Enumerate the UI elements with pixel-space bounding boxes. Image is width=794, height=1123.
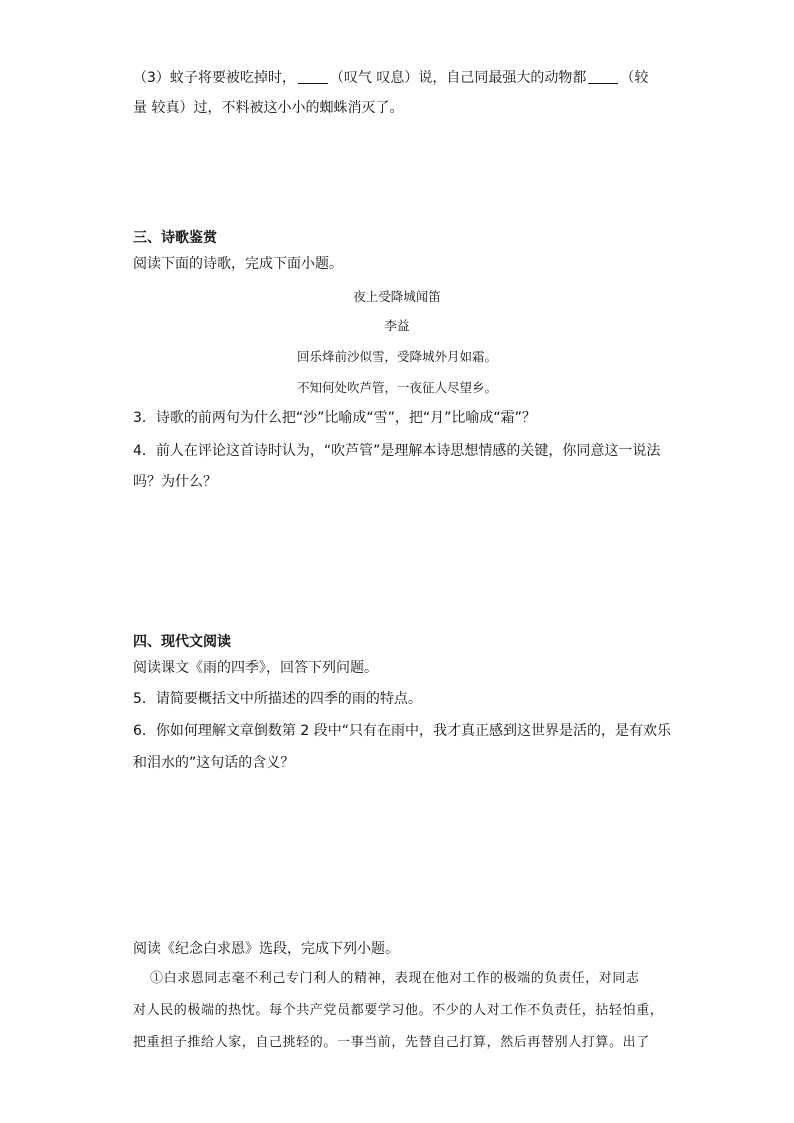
answer-blank-1[interactable] [298,69,328,84]
q3-sub-text-1: （3）蚊子将要被吃掉时， [133,70,296,86]
question-4-line-2: 吗？为什么？ [133,474,217,490]
poem-line-1: 回乐烽前沙似雪，受降城外月如霜。 [296,349,497,364]
poem-line-2: 不知何处吹芦管，一夜征人尽望乡。 [296,380,497,395]
section-3-intro: 阅读下面的诗歌，完成下面小题。 [133,256,343,272]
question-3-subpart-line-1 [133,68,648,88]
question-4-line-1: 4．前人在评论这首诗时认为，“吹芦管”是理解本诗思想情感的关键，你同意这一说法 [133,443,661,459]
question-5: 5．请简要概括文中所描述的四季的雨的特点。 [133,691,422,707]
poem-author: 李益 [384,318,410,333]
question-6-line-1: 6．你如何理解文章倒数第 2 段中“只有在雨中，我才真正感到这世界是活的，是有欢乐 [133,723,671,739]
reading-2-intro: 阅读《纪念白求恩》选段，完成下列小题。 [133,941,399,957]
passage-line-3: 把重担子推给人家，自己挑轻的。一事当前，先替自己打算，然后再替别人打算。出了 [133,1035,650,1050]
question-3: 3．诗歌的前两句为什么把“沙”比喻成“雪”，把“月”比喻成“霜”？ [133,410,536,426]
passage-line-1: ①白求恩同志毫不利己专门利人的精神，表现在他对工作的极端的负责任，对同志 [150,971,640,986]
answer-blank-2[interactable] [588,69,618,84]
section-4-heading: 四、现代文阅读 [133,634,231,650]
q3-sub-text-2: （叹气 叹息）说，自己同最强大的动物都 [329,70,587,86]
section-4-intro: 阅读课文《雨的四季》，回答下列问题。 [133,660,378,676]
passage-line-2: 对人民的极端的热忱。每个共产党员都要学习他。不少的人对工作不负责任，拈轻怕重， [133,1003,664,1018]
question-3-subpart-line-2: 量 较真）过，不料被这小小的蜘蛛消灭了。 [133,100,404,116]
question-6-line-2: 和泪水的”这句话的含义？ [133,755,295,771]
poem-title: 夜上受降城闻笛 [353,289,441,304]
section-3-heading: 三、诗歌鉴赏 [133,230,217,246]
q3-sub-text-3: （较 [620,70,649,86]
